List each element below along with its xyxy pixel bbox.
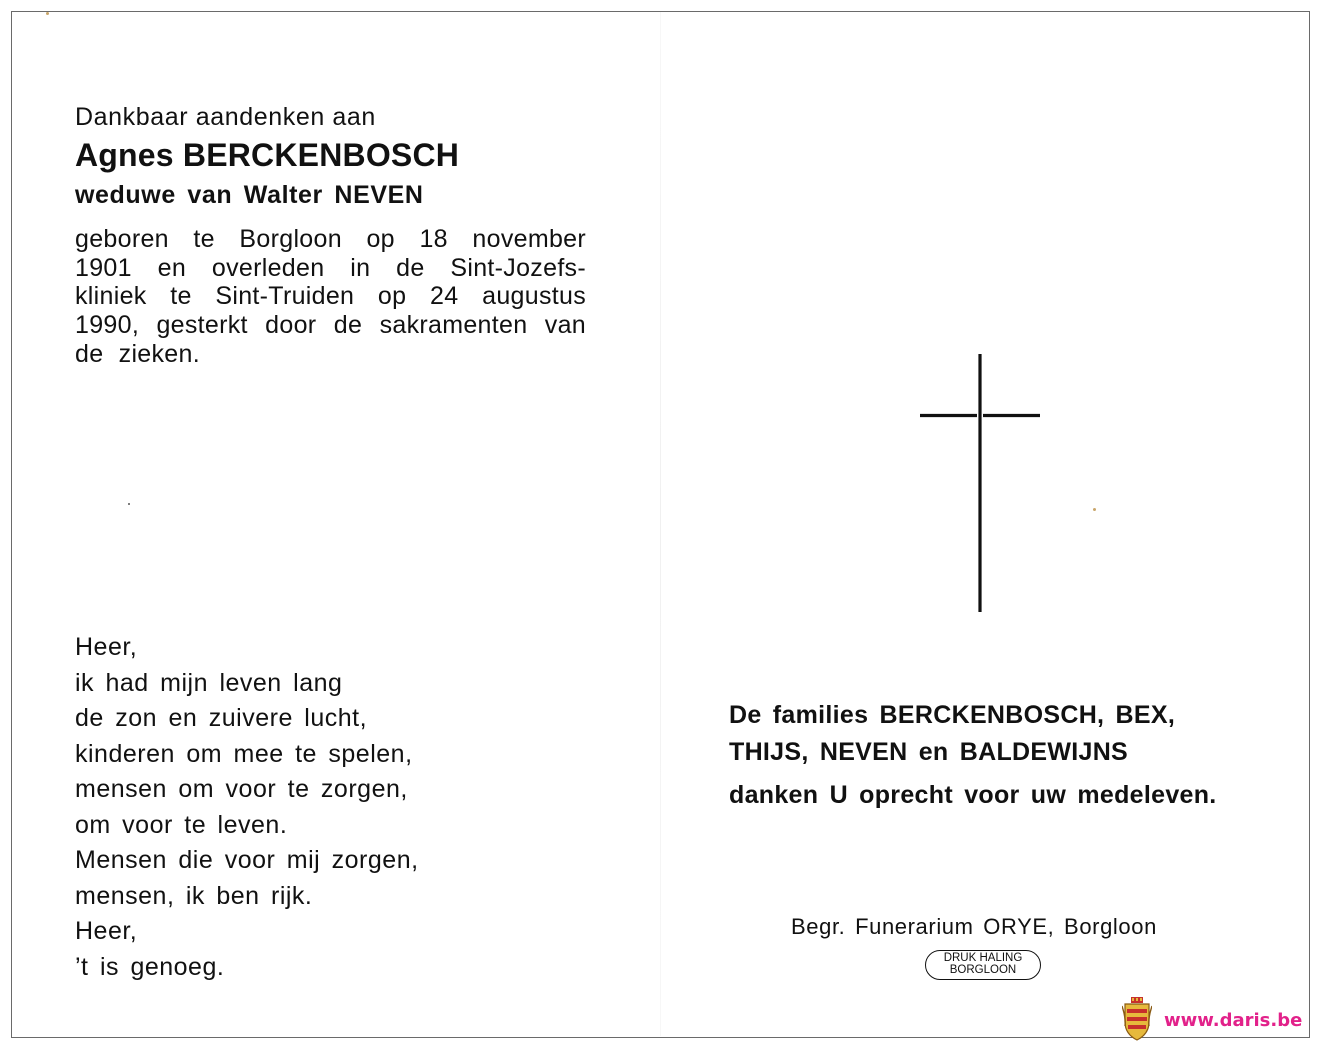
bio-line: 1990, gesterkt door de sakramenten van: [75, 311, 586, 340]
card-fold-line: [660, 12, 661, 1036]
paper-speck: [46, 12, 49, 15]
website-url: www.daris.be: [1164, 1010, 1303, 1031]
thanks-line: THIJS, NEVEN en BALDEWIJNS: [729, 738, 1129, 766]
paper-speck: [1093, 508, 1096, 511]
poem-line: mensen om voor te zorgen,: [75, 775, 408, 803]
printer-stamp-line: DRUK HALING: [943, 952, 1023, 964]
printer-stamp-line: BORGLOON: [949, 963, 1017, 976]
bio-line: kliniek te Sint-Truiden op 24 augustus: [75, 282, 586, 311]
bio-line: 1901 en overleden in de Sint-Jozefs-: [75, 253, 586, 282]
bio-line: de zieken.: [75, 339, 200, 368]
thanks-line: De families BERCKENBOSCH, BEX,: [729, 701, 1176, 729]
poem-line: de zon en zuivere lucht,: [75, 704, 368, 732]
prayer-poem: [75, 630, 419, 985]
family-thanks: [729, 701, 1217, 810]
thanks-line: danken U oprecht voor uw medeleven.: [729, 781, 1217, 809]
bio-line: geboren te Borgloon op 18 november: [75, 225, 586, 253]
printer-stamp: [925, 950, 1041, 980]
poem-line: om voor te leven.: [75, 810, 288, 839]
coat-of-arms-icon: [1122, 996, 1152, 1042]
funeral-home-credit: Begr. Funerarium ORYE, Borgloon: [791, 914, 1157, 939]
biography-paragraph: [75, 225, 586, 369]
latin-cross-icon: [918, 354, 1042, 612]
poem-line: ik had mijn leven lang: [75, 668, 343, 697]
deceased-name: Agnes BERCKENBOSCH: [75, 137, 460, 173]
poem-line: kinderen om mee te spelen,: [75, 739, 413, 768]
paper-speck: [128, 503, 130, 505]
poem-line: Heer,: [75, 917, 138, 945]
poem-line: Heer,: [75, 633, 138, 661]
poem-line: Mensen die voor mij zorgen,: [75, 846, 419, 874]
poem-line: mensen, ik ben rijk.: [75, 881, 313, 910]
widow-of-line: weduwe van Walter NEVEN: [75, 181, 424, 209]
intro-text: Dankbaar aandenken aan: [75, 103, 376, 131]
poem-line: ’t is genoeg.: [75, 952, 225, 981]
